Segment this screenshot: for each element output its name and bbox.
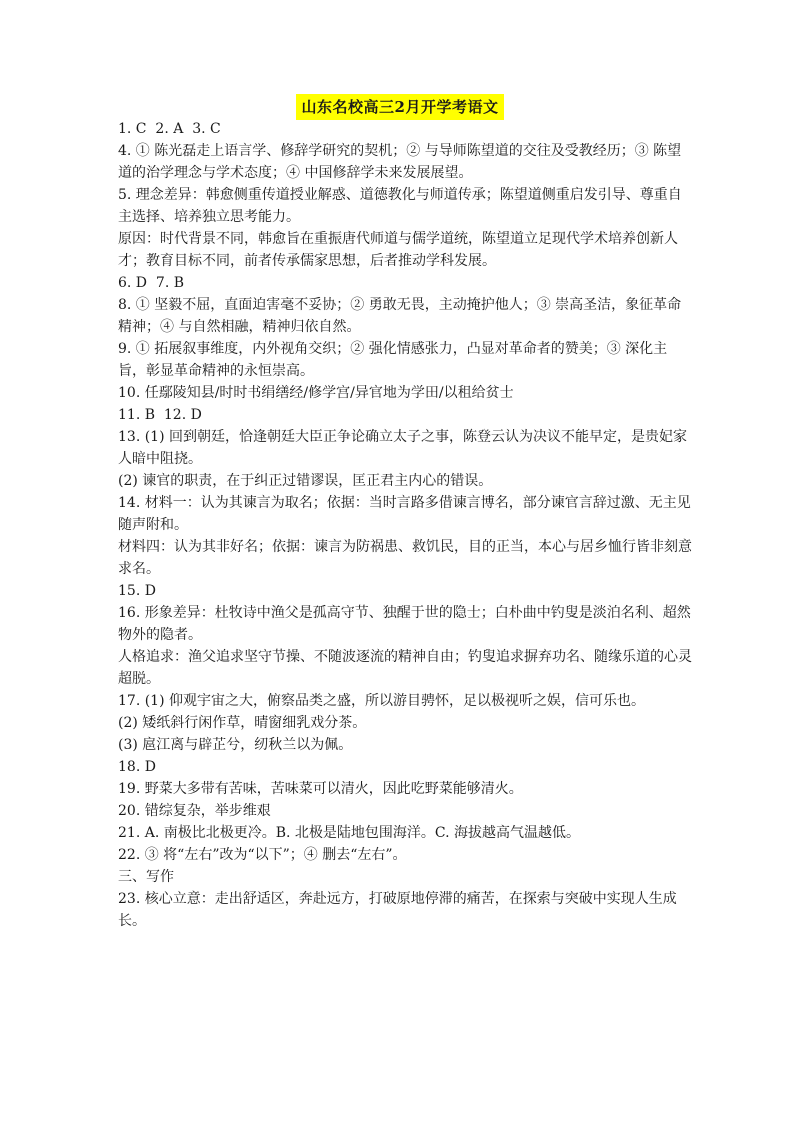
answer-line: 17. (1) 仰观宇宙之大，俯察品类之盛，所以游目骋怀，足以极视听之娱，信可乐也。	[118, 693, 645, 709]
answer-line: 原因：时代背景不同，韩愈旨在重振唐代师道与儒学道统，陈望道立足现代学术培养创新人才；教育目标不同，前者传承儒家思想，后者推动学科发展。	[118, 231, 678, 269]
answer-line: 21. A. 南极比北极更冷。B. 北极是陆地包围海洋。C. 海拔越高气温越低。	[118, 825, 581, 841]
answer-line: 人格追求：渔父追求坚守节操、不随波逐流的精神自由；钓叟追求摒弃功名、随缘乐道的心灵超脱。	[118, 649, 692, 687]
document-title: 山东名校高三2月开学考语文	[296, 94, 505, 120]
answer-line: 8. ① 坚毅不屈，直面迫害毫不妥协；② 勇敢无畏，主动掩护他人；③ 崇高圣洁，象征革命精神；④ 与自然相融，精神归依自然。	[118, 297, 682, 335]
answer-list	[118, 118, 692, 932]
answer-line: 19. 野菜大多带有苦味，苦味菜可以清火，因此吃野菜能够清火。	[118, 781, 523, 797]
title-wrap	[0, 94, 800, 120]
answer-line: 13. (1) 回到朝廷，恰逢朝廷大臣正争论确立太子之事，陈登云认为决议不能早定，是贵妃家人暗中阻挠。	[118, 429, 687, 467]
answer-line: 15. D	[118, 583, 156, 599]
answer-line: 18. D	[118, 759, 156, 775]
answer-line: 材料四：认为其非好名；依据：谏言为防祸患、救饥民，目的正当，本心与居乡恤行皆非刻意求名。	[118, 539, 692, 577]
answer-line: (3) 扈江离与辟芷兮，纫秋兰以为佩。	[118, 737, 353, 753]
answer-line: 4. ① 陈光磊走上语言学、修辞学研究的契机；② 与导师陈望道的交往及受教经历；③ 陈望道的治学理念与学术态度；④ 中国修辞学未来发展展望。	[118, 143, 682, 181]
answer-line: (2) 谏官的职责，在于纠正过错谬误，匡正君主内心的错误。	[118, 473, 493, 489]
answer-line: 14. 材料一：认为其谏言为取名；依据：当时言路多借谏言博名，部分谏官言辞过激、无主见随声附和。	[118, 495, 691, 533]
section-heading: 三、写作	[118, 869, 174, 885]
answer-line: (2) 矮纸斜行闲作草，晴窗细乳戏分茶。	[118, 715, 367, 731]
answer-line: 1. C 2. A 3. C	[118, 121, 221, 137]
answer-line: 22. ③ 将“左右”改为“以下”；④ 删去“左右”。	[118, 847, 407, 863]
answer-line: 6. D 7. B	[118, 275, 185, 291]
answer-line: 23. 核心立意：走出舒适区，奔赴远方，打破原地停滞的痛苦，在探索与突破中实现人生成长。	[118, 891, 677, 929]
answer-line: 9. ① 拓展叙事维度，内外视角交织；② 强化情感张力，凸显对革命者的赞美；③ 深化主旨，彰显革命精神的永恒崇高。	[118, 341, 668, 379]
answer-line: 11. B 12. D	[118, 407, 202, 423]
answer-line: 16. 形象差异：杜牧诗中渔父是孤高守节、独醒于世的隐士；白朴曲中钓叟是淡泊名利、超然物外的隐者。	[118, 605, 691, 643]
answer-line: 20. 错综复杂，举步维艰	[118, 803, 271, 819]
answer-line: 5. 理念差异：韩愈侧重传道授业解惑、道德教化与师道传承；陈望道侧重启发引导、尊重自主选择、培养独立思考能力。	[118, 187, 682, 225]
answer-line: 10. 任鄢陵知县/时时书绢缮经/修学宫/异官地为学田/以租给贫士	[118, 385, 514, 401]
